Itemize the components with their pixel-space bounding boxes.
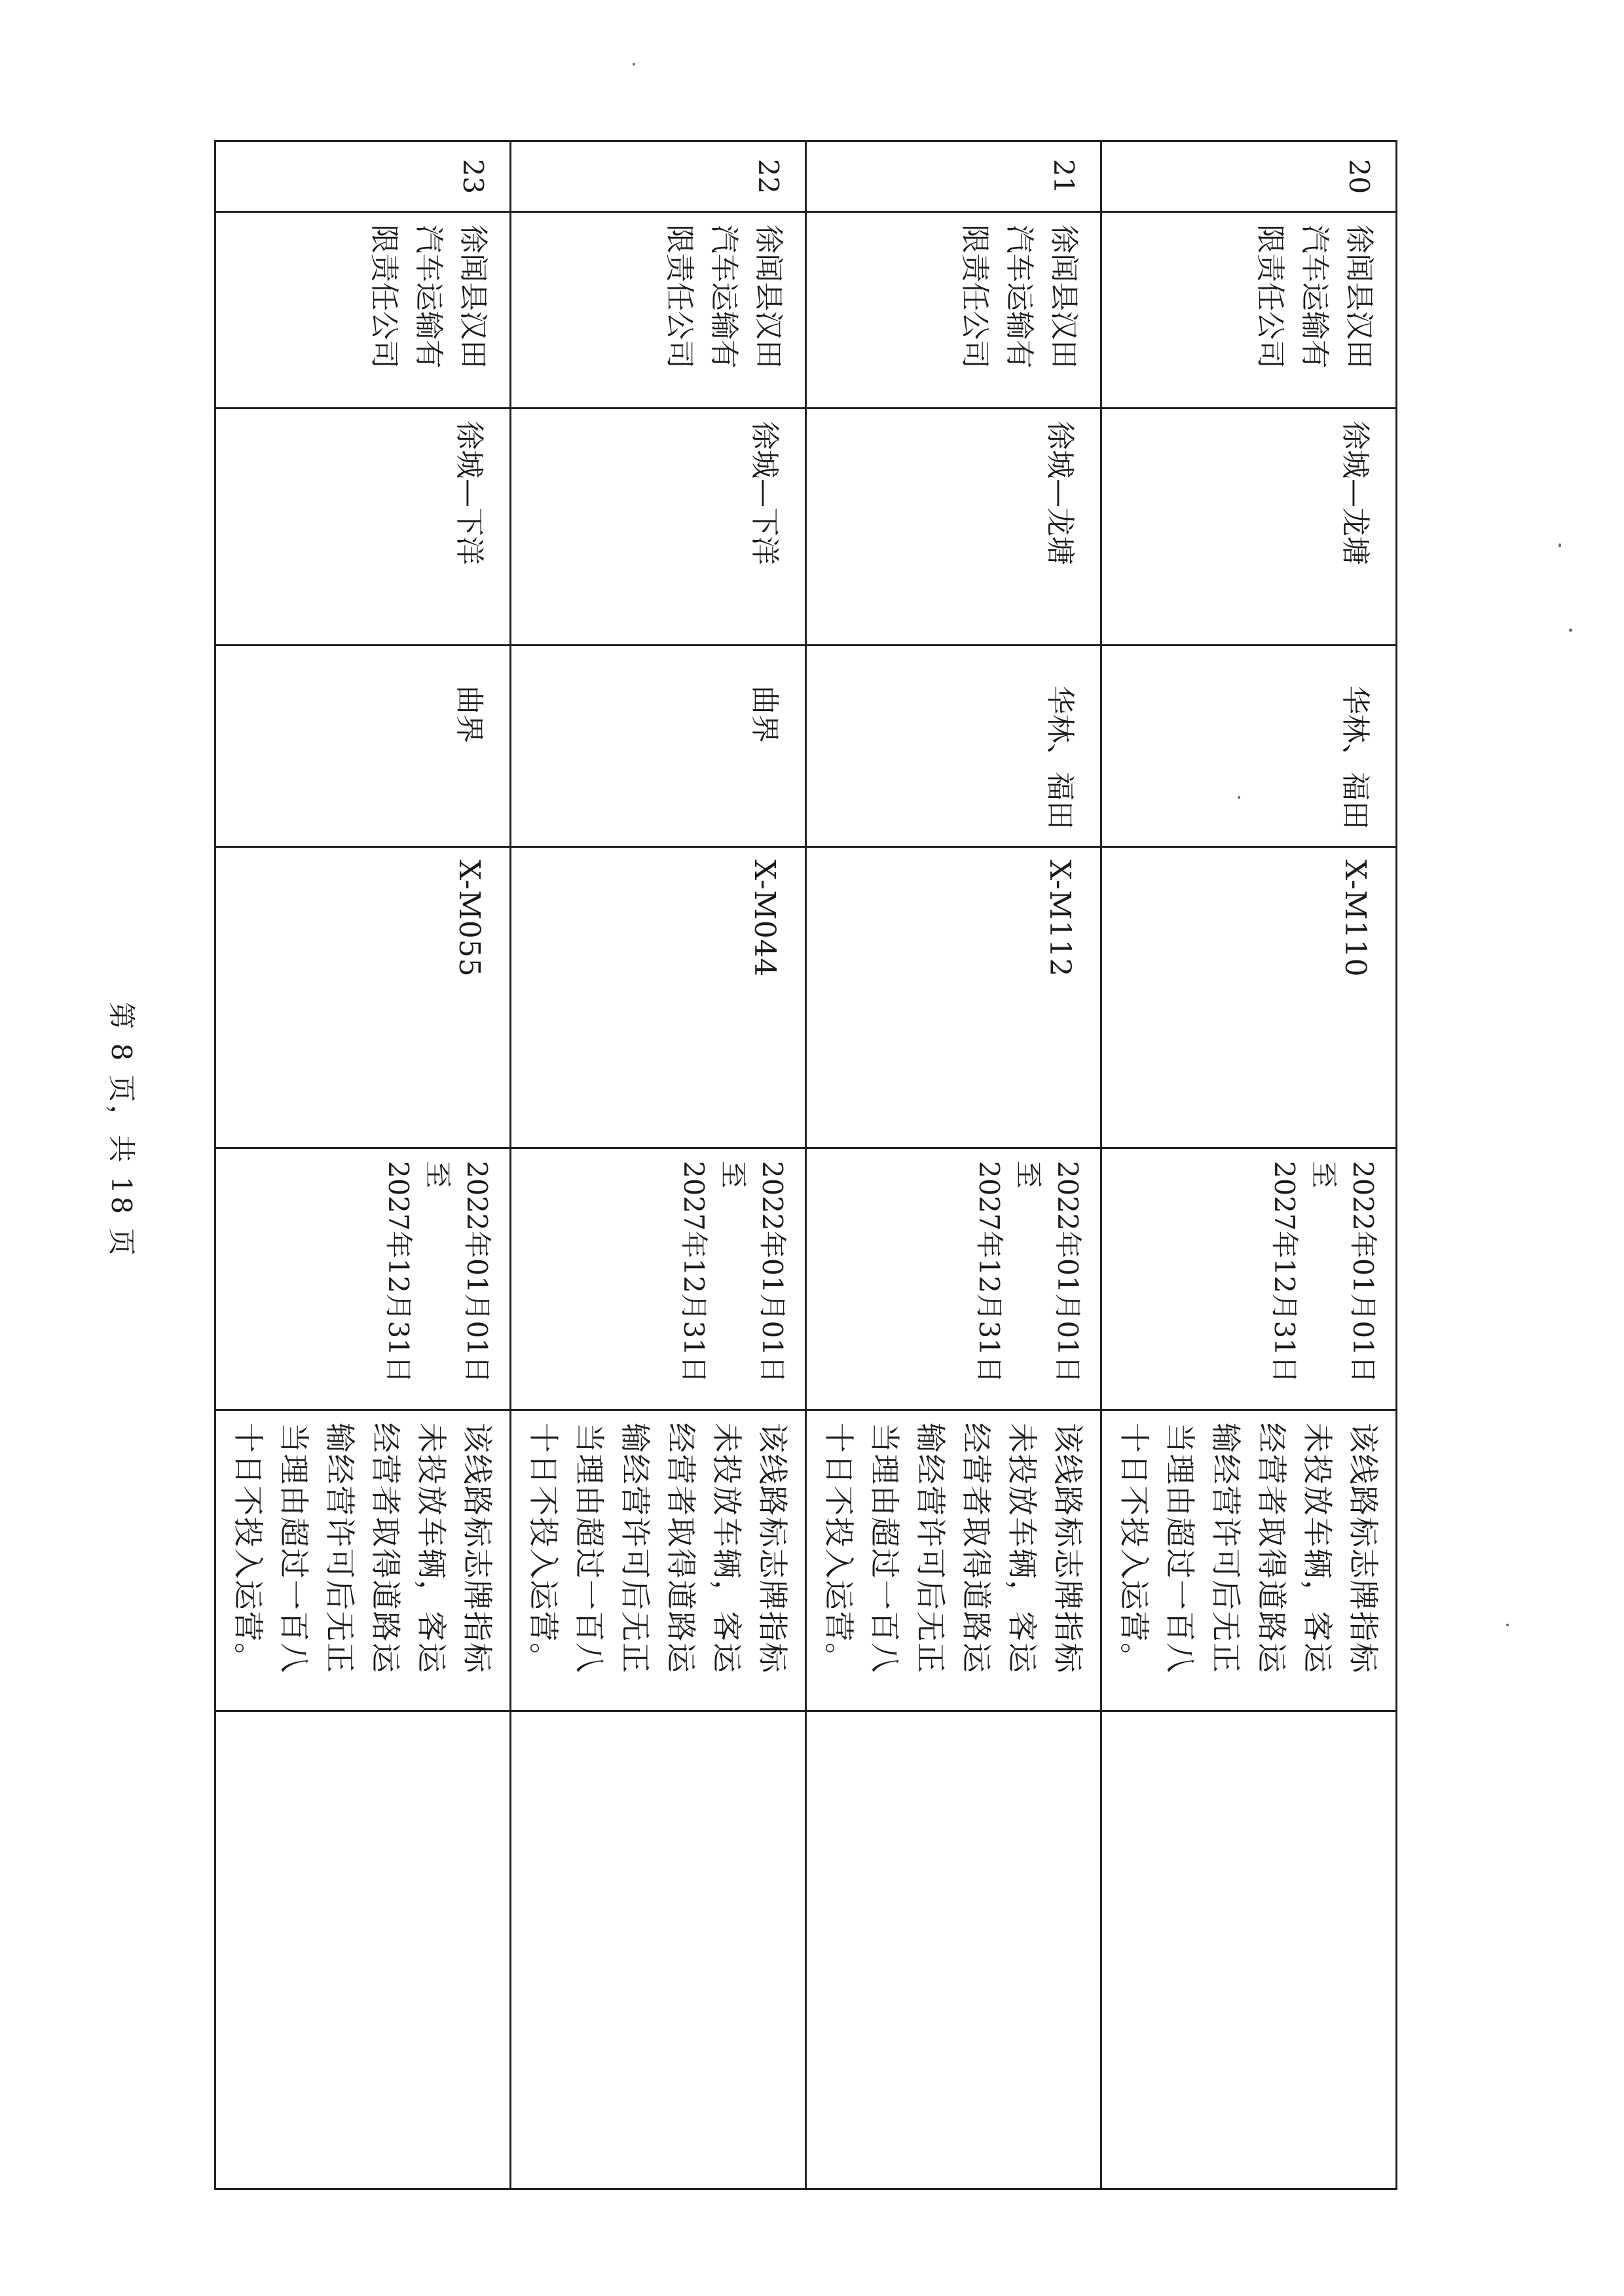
remark: 该线路标志牌指标未投放车辆，客运经营者取得道路运输经营许可后无正当理由超过一百八十日不投入运营。 <box>806 1410 1101 1711</box>
validity-period <box>806 1148 1101 1410</box>
rotated-table-container <box>231 140 1397 2188</box>
route-code: X-M112 <box>806 847 1101 1148</box>
scan-speck <box>1559 543 1561 547</box>
page-number-label: 第 8 页，共 18 页 <box>105 1002 138 1258</box>
period-start: 2022年01月01日至 <box>717 1161 788 1383</box>
rotated-table-region <box>231 140 1397 2188</box>
empty-cell <box>1101 1711 1397 2189</box>
period-start: 2022年01月01日至 <box>1012 1161 1084 1383</box>
route-name: 徐城—龙塘 <box>1101 409 1397 646</box>
empty-cell <box>806 1711 1101 2189</box>
scan-speck <box>1238 796 1240 799</box>
route-code: X-M055 <box>215 847 511 1148</box>
remark: 该线路标志牌指标未投放车辆，客运经营者取得道路运输经营许可后无正当理由超过一百八十日不投入运营。 <box>511 1410 806 1711</box>
route-code: X-M044 <box>511 847 806 1148</box>
table-row <box>215 141 511 2189</box>
route-via-stops: 曲界 <box>511 646 806 847</box>
table-row <box>511 141 806 2189</box>
row-number: 21 <box>806 141 1101 212</box>
route-via-stops: 华林、福田 <box>806 646 1101 847</box>
period-end: 2027年12月31日 <box>678 1161 710 1383</box>
route-via-stops: 华林、福田 <box>1101 646 1397 847</box>
route-code: X-M110 <box>1101 847 1397 1148</box>
table-row <box>1101 141 1397 2189</box>
empty-cell <box>215 1711 511 2189</box>
route-name: 徐城—下洋 <box>511 409 806 646</box>
period-start: 2022年01月01日至 <box>422 1161 493 1383</box>
validity-period <box>1101 1148 1397 1410</box>
page-footer <box>98 1002 144 1277</box>
scan-speck <box>1569 629 1572 632</box>
period-end: 2027年12月31日 <box>1268 1161 1301 1383</box>
row-number: 22 <box>511 141 806 212</box>
route-name: 徐城—下洋 <box>215 409 511 646</box>
scan-speck <box>633 63 635 65</box>
route-permit-table <box>214 140 1397 2190</box>
empty-cell <box>511 1711 806 2189</box>
period-end: 2027年12月31日 <box>382 1161 415 1383</box>
validity-period <box>215 1148 511 1410</box>
route-name: 徐城—龙塘 <box>806 409 1101 646</box>
operator-company: 徐闻县汉田汽车运输有限责任公司 <box>1101 212 1397 409</box>
scan-speck <box>1506 1624 1509 1626</box>
remark: 该线路标志牌指标未投放车辆，客运经营者取得道路运输经营许可后无正当理由超过一百八十日不投入运营。 <box>1101 1410 1397 1711</box>
route-via-stops: 曲界 <box>215 646 511 847</box>
row-number: 20 <box>1101 141 1397 212</box>
validity-period <box>511 1148 806 1410</box>
period-end: 2027年12月31日 <box>973 1161 1005 1383</box>
operator-company: 徐闻县汉田汽车运输有限责任公司 <box>215 212 511 409</box>
operator-company: 徐闻县汉田汽车运输有限责任公司 <box>806 212 1101 409</box>
remark: 该线路标志牌指标未投放车辆，客运经营者取得道路运输经营许可后无正当理由超过一百八十日不投入运营。 <box>215 1410 511 1711</box>
table-row <box>806 141 1101 2189</box>
period-start: 2022年01月01日至 <box>1308 1161 1379 1383</box>
row-number: 23 <box>215 141 511 212</box>
operator-company: 徐闻县汉田汽车运输有限责任公司 <box>511 212 806 409</box>
